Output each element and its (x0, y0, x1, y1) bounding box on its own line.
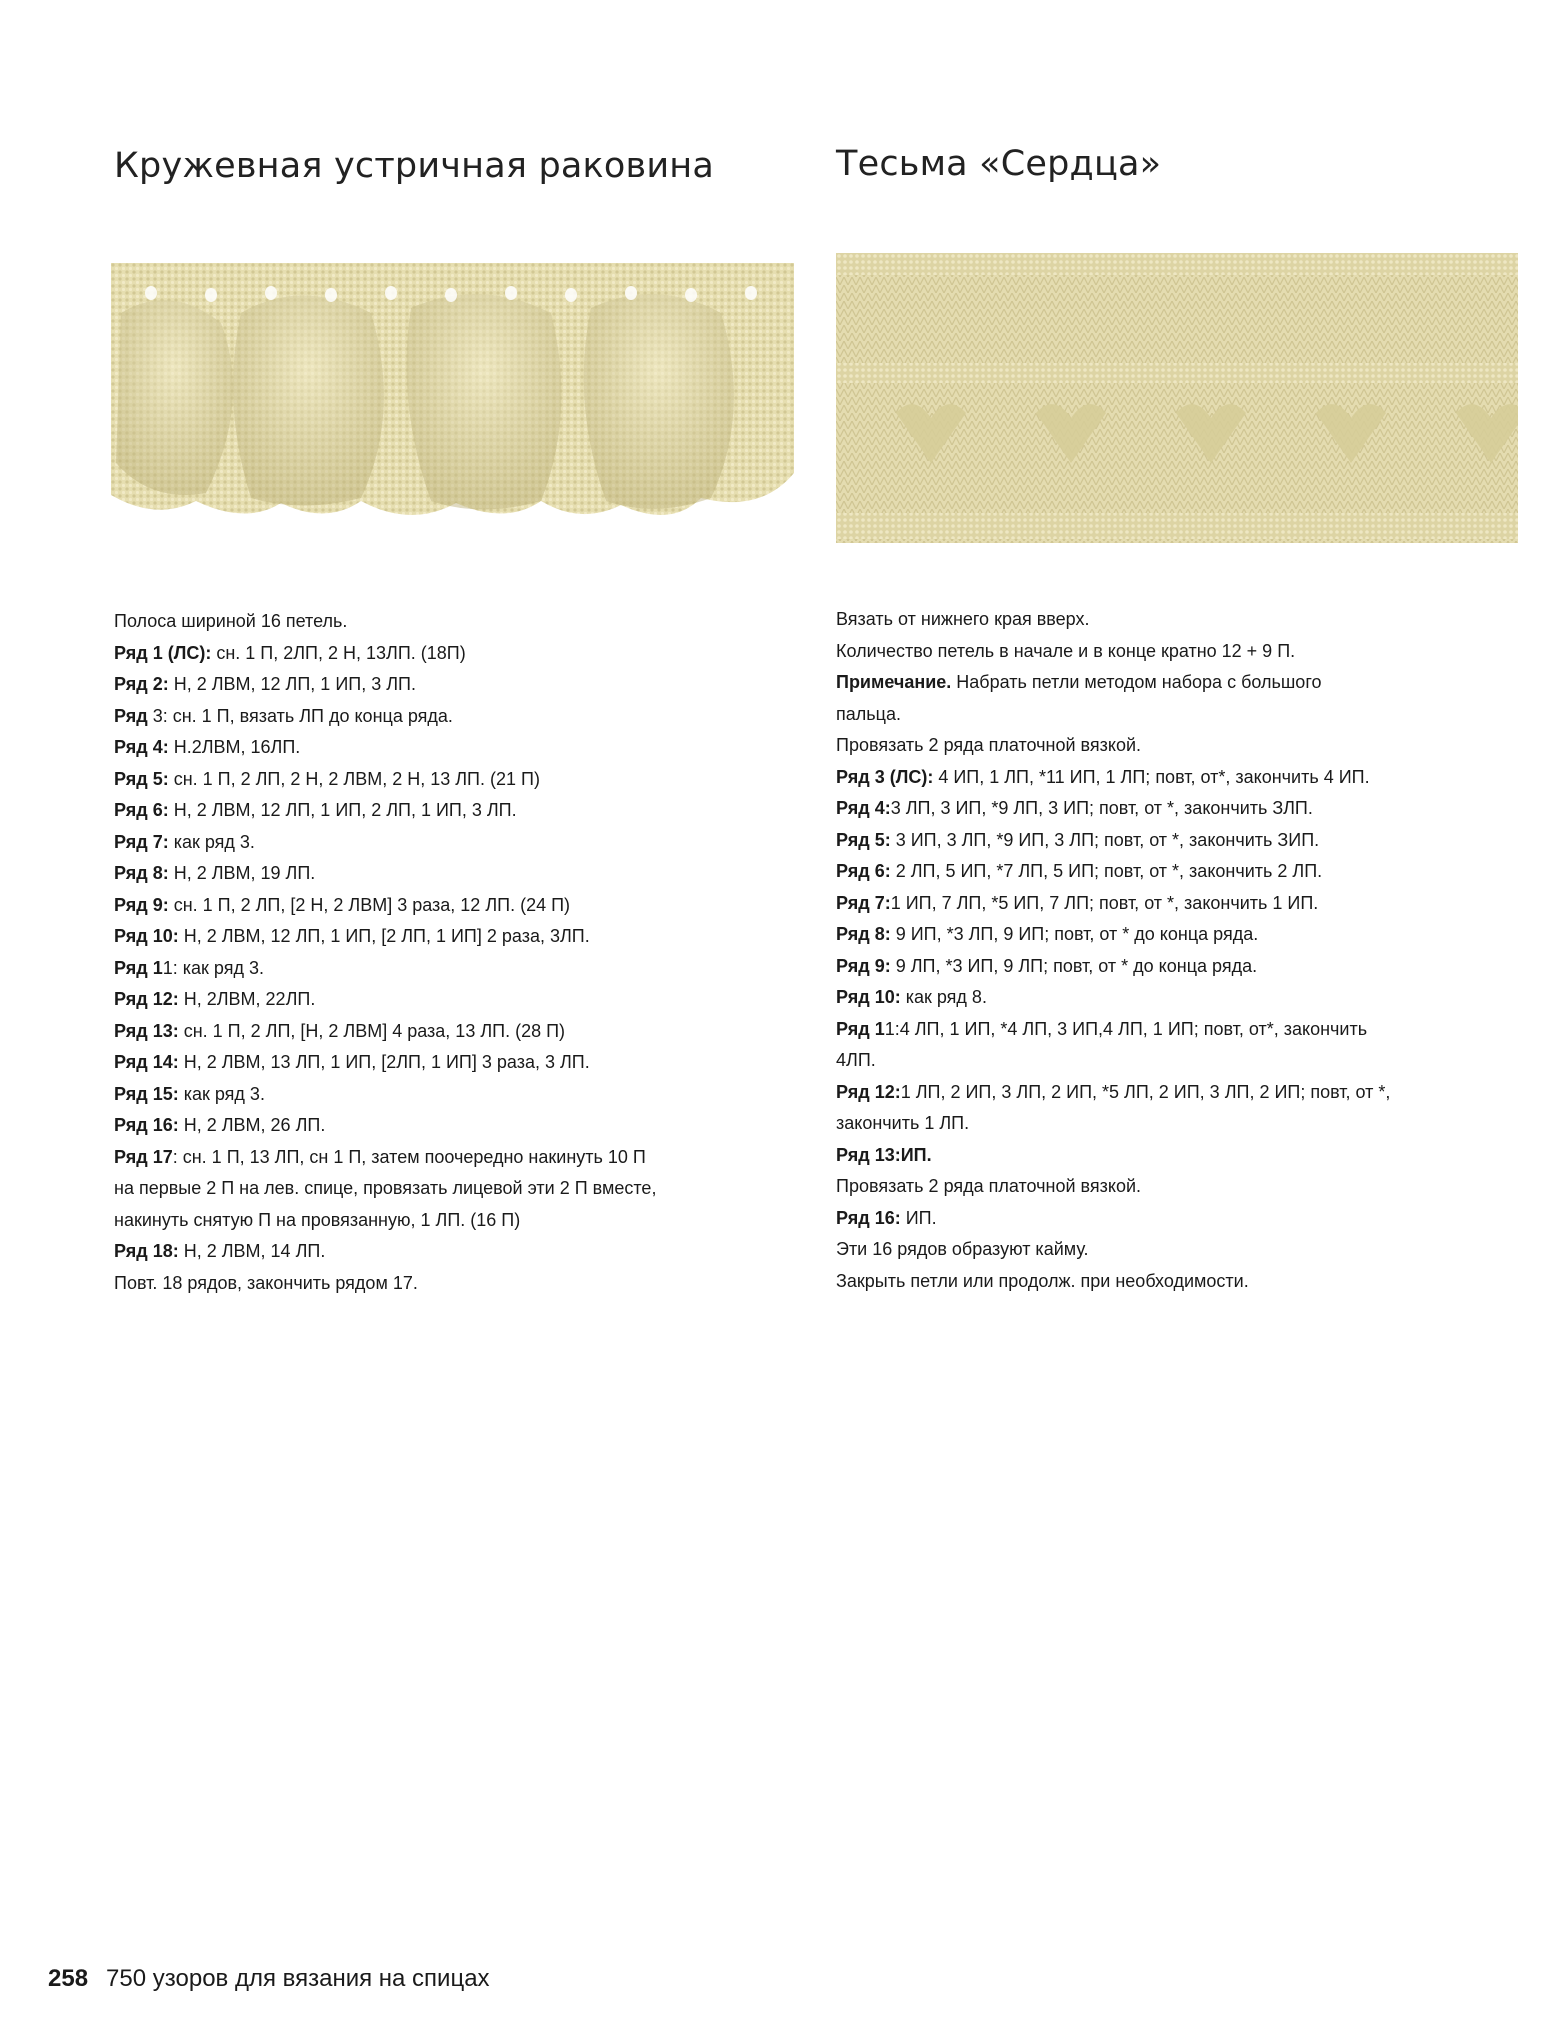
instruction-line: Ряд 5: 3 ИП, 3 ЛП, *9 ИП, 3 ЛП; повт, от *, закончить ЗИП. (836, 829, 1320, 850)
instruction-line: Ряд 14: Н, 2 ЛВМ, 13 ЛП, 1 ИП, [2ЛП, 1 ИП] 3 раза, 3 ЛП. (114, 1052, 590, 1072)
instruction-line: Ряд 9: 9 ЛП, *3 ИП, 9 ЛП; повт, от * до конца ряда. (836, 955, 1258, 976)
instruction-line: Ряд 18: Н, 2 ЛВМ, 14 ЛП. (114, 1241, 326, 1261)
instruction-line: Ряд 13:ИП. (836, 1144, 932, 1165)
page-number: 258 (48, 1965, 89, 1992)
instruction-line: Ряд 12:1 ЛП, 2 ИП, 3 ЛП, 2 ИП, *5 ЛП, 2 ИП, 3 ЛП, 2 ИП; повт, от *, (836, 1081, 1391, 1102)
instruction-line: Ряд 2: Н, 2 ЛВМ, 12 ЛП, 1 ИП, 3 ЛП. (114, 674, 416, 694)
book-title: 750 узоров для вязания на спицах (106, 1965, 490, 1992)
left-instructions (114, 606, 794, 1299)
instruction-line: Ряд 9: сн. 1 П, 2 ЛП, [2 Н, 2 ЛВМ] 3 раза, 12 ЛП. (24 П) (114, 894, 571, 915)
instruction-line: Ряд 10: как ряд 8. (836, 987, 987, 1007)
instruction-line: Повт. 18 рядов, закончить рядом 17. (114, 1272, 418, 1293)
instruction-line: Вязать от нижнего края вверх. (836, 609, 1090, 629)
instruction-line: Ряд 12: Н, 2ЛВМ, 22ЛП. (114, 989, 316, 1009)
instruction-line: Ряд 16: ИП. (836, 1207, 937, 1228)
instruction-line: Ряд 6: 2 ЛП, 5 ИП, *7 ЛП, 5 ИП; повт, от *, закончить 2 ЛП. (836, 861, 1323, 881)
instruction-line: Ряд 3 (ЛС): 4 ИП, 1 ЛП, *11 ИП, 1 ЛП; повт, от*, закончить 4 ИП. (836, 766, 1370, 787)
instruction-line: Ряд 13: сн. 1 П, 2 ЛП, [Н, 2 ЛВМ] 4 раза, 13 ЛП. (28 П) (114, 1020, 566, 1041)
instruction-line: Провязать 2 ряда платочной вязкой. (836, 1176, 1142, 1196)
instruction-line: 4ЛП. (836, 1050, 876, 1070)
page-footer (48, 1965, 490, 1993)
instruction-line: Ряд 11:4 ЛП, 1 ИП, *4 ЛП, 3 ИП,4 ЛП, 1 ИП; повт, от*, закончить (836, 1018, 1368, 1039)
instruction-line: Ряд 7: как ряд 3. (114, 831, 255, 852)
instruction-line: Ряд 8: 9 ИП, *3 ЛП, 9 ИП; повт, от * до конца ряда. (836, 924, 1259, 944)
instruction-line: Ряд 5: сн. 1 П, 2 ЛП, 2 Н, 2 ЛВМ, 2 Н, 13 ЛП. (21 П) (114, 768, 540, 789)
instruction-line: закончить 1 ЛП. (836, 1113, 970, 1133)
instruction-line: Ряд 3: сн. 1 П, вязать ЛП до конца ряда. (114, 705, 453, 726)
instruction-line: Ряд 1 (ЛС): сн. 1 П, 2ЛП, 2 Н, 13ЛП. (18П) (114, 642, 466, 663)
instruction-line: Ряд 4:3 ЛП, 3 ИП, *9 ЛП, 3 ИП; повт, от *, закончить ЗЛП. (836, 798, 1313, 818)
instruction-line: пальца. (836, 703, 901, 724)
instruction-line: Ряд 4: Н.2ЛВМ, 16ЛП. (114, 737, 301, 757)
instruction-line: Ряд 15: как ряд 3. (114, 1083, 265, 1104)
instruction-line: Закрыть петли или продолж. при необходимости. (836, 1270, 1249, 1291)
instruction-line: Ряд 8: Н, 2 ЛВМ, 19 ЛП. (114, 863, 316, 883)
instruction-line: Ряд 7:1 ИП, 7 ЛП, *5 ИП, 7 ЛП; повт, от *, закончить 1 ИП. (836, 892, 1319, 913)
instruction-line: Ряд 10: Н, 2 ЛВМ, 12 ЛП, 1 ИП, [2 ЛП, 1 ИП] 2 раза, 3ЛП. (114, 926, 590, 946)
instruction-line: Провязать 2 ряда платочной вязкой. (836, 735, 1142, 755)
hearts-braid-swatch-image (836, 253, 1518, 543)
instruction-line: Эти 16 рядов образуют кайму. (836, 1239, 1089, 1259)
left-pattern-title: Кружевная устричная раковина (114, 146, 715, 186)
instruction-line: Количество петель в начале и в конце кратно 12 + 9 П. (836, 640, 1296, 661)
oyster-lace-swatch-image (111, 263, 794, 533)
instruction-line: Ряд 16: Н, 2 ЛВМ, 26 ЛП. (114, 1115, 326, 1135)
right-pattern-title: Тесьма «Сердца» (836, 144, 1162, 184)
instruction-line: накинуть снятую П на провязанную, 1 ЛП. (16 П) (114, 1209, 521, 1230)
instruction-line: Ряд 17: сн. 1 П, 13 ЛП, сн 1 П, затем поочередно накинуть 10 П (114, 1146, 646, 1167)
instruction-line: Примечание. Набрать петли методом набора с большого (836, 672, 1322, 692)
instruction-line: на первые 2 П на лев. спице, провязать лицевой эти 2 П вместе, (114, 1178, 657, 1198)
instruction-line: Ряд 11: как ряд 3. (114, 957, 264, 978)
instruction-line: Полоса шириной 16 петель. (114, 611, 348, 631)
instruction-line: Ряд 6: Н, 2 ЛВМ, 12 ЛП, 1 ИП, 2 ЛП, 1 ИП, 3 ЛП. (114, 800, 517, 820)
right-instructions (836, 604, 1516, 1297)
